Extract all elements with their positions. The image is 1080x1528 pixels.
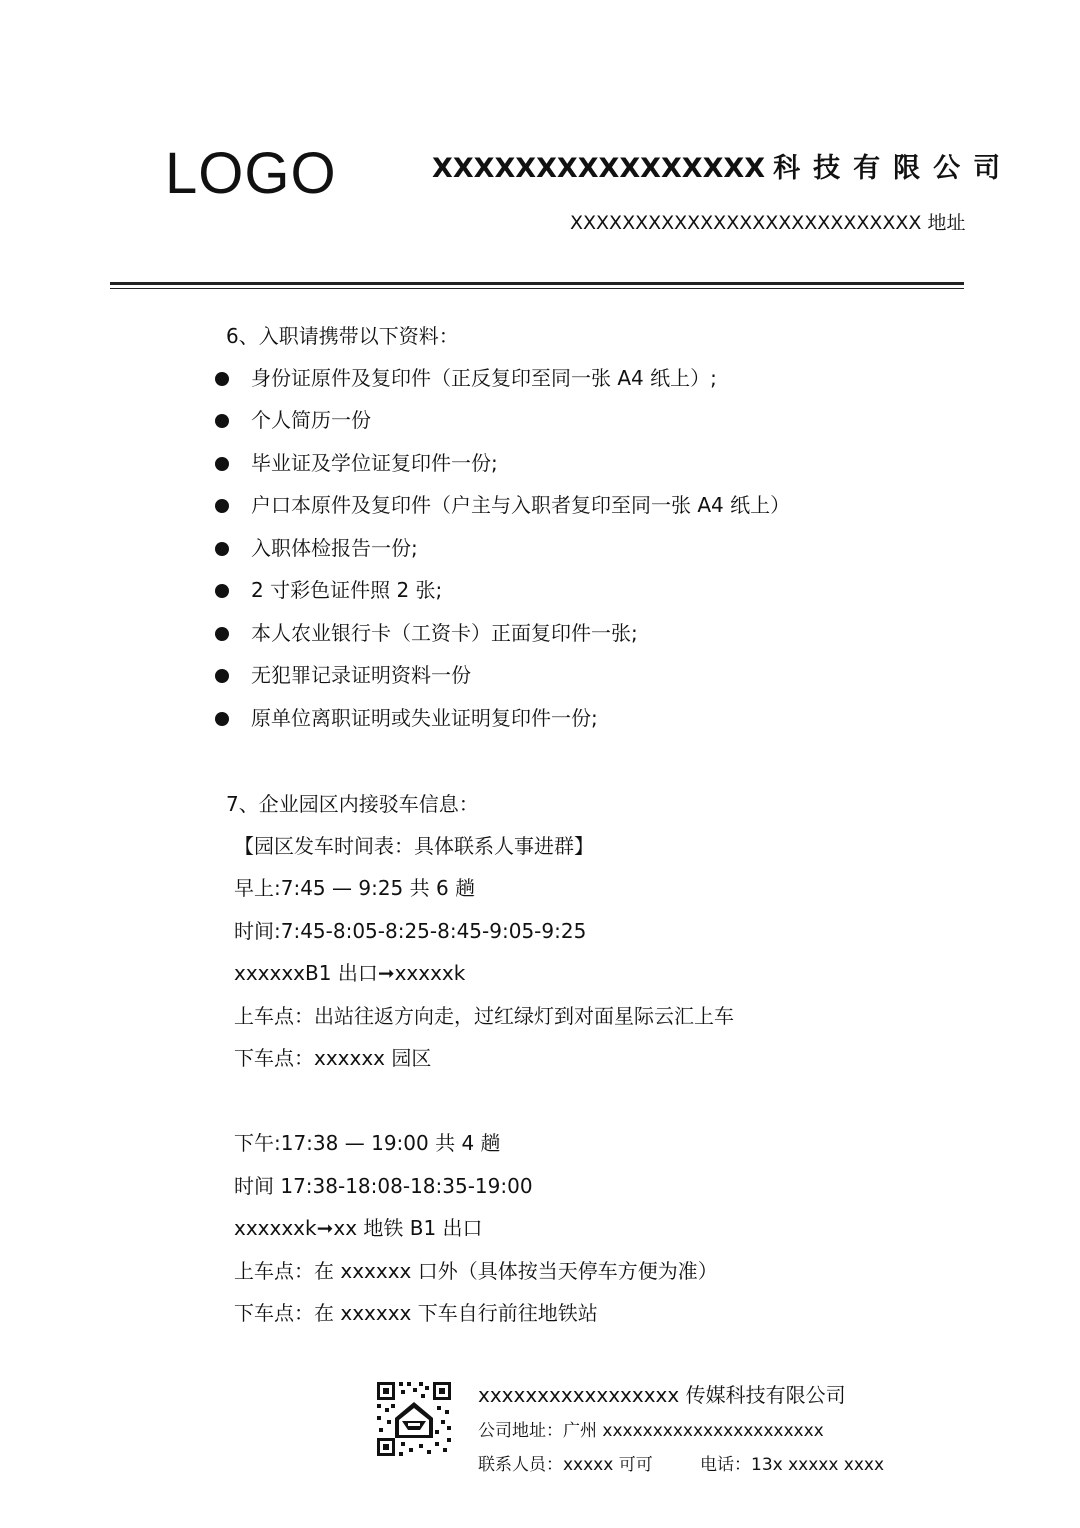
afternoon-pickup: 上车点：在 xxxxxx 口外（具体按当天停车方便为准） <box>234 1259 718 1283</box>
company-name-suffix: 科技有限公司 <box>773 153 1014 184</box>
bullet-icon <box>215 542 229 556</box>
list-item <box>0 402 1080 442</box>
list-item <box>0 700 1080 740</box>
qr-code-icon <box>375 1380 453 1458</box>
bullet-icon <box>215 372 229 386</box>
list-item <box>0 572 1080 612</box>
list-item-text: 2 寸彩色证件照 2 张; <box>251 578 443 602</box>
list-item-text: 身份证原件及复印件（正反复印至同一张 A4 纸上）; <box>251 366 717 390</box>
header-divider-thin <box>110 288 964 289</box>
list-item-text: 入职体检报告一份; <box>251 536 418 560</box>
list-item-text: 本人农业银行卡（工资卡）正面复印件一张; <box>251 621 638 645</box>
morning-times: 时间:7:45-8:05-8:25-8:45-9:05-9:25 <box>234 919 587 943</box>
afternoon-summary: 下午:17:38 — 19:00 共 4 趟 <box>234 1131 501 1155</box>
bullet-icon <box>215 669 229 683</box>
afternoon-dropoff: 下车点：在 xxxxxx 下车自行前往地铁站 <box>234 1301 598 1325</box>
list-item <box>0 360 1080 400</box>
bullet-icon <box>215 499 229 513</box>
afternoon-times: 时间 17:38-18:08-18:35-19:00 <box>234 1174 533 1198</box>
morning-route: xxxxxxB1 出口➞xxxxxk <box>234 961 466 985</box>
morning-pickup: 上车点：出站往返方向走，过红绿灯到对面星际云汇上车 <box>234 1004 734 1028</box>
list-item-text: 毕业证及学位证复印件一份; <box>251 451 498 475</box>
list-item <box>0 445 1080 485</box>
company-logo: LOGO <box>165 141 337 206</box>
footer-address: 公司地址：广州 xxxxxxxxxxxxxxxxxxxxxx <box>478 1421 824 1441</box>
list-item <box>0 615 1080 655</box>
list-item <box>0 657 1080 697</box>
list-item <box>0 530 1080 570</box>
company-address: XXXXXXXXXXXXXXXXXXXXXXXXXXX 地址 <box>570 212 966 234</box>
bullet-icon <box>215 627 229 641</box>
footer-contact: 联系人员：xxxxx 可可 <box>478 1455 653 1475</box>
list-item-text: 无犯罪记录证明资料一份 <box>251 663 471 687</box>
timetable-note: 【园区发车时间表：具体联系人事进群】 <box>234 834 594 858</box>
company-name <box>432 146 1013 185</box>
bullet-icon <box>215 457 229 471</box>
morning-summary: 早上:7:45 — 9:25 共 6 趟 <box>234 876 476 900</box>
afternoon-route: xxxxxxk➞xx 地铁 B1 出口 <box>234 1216 483 1240</box>
bullet-icon <box>215 584 229 598</box>
list-item-text: 个人简历一份 <box>251 408 371 432</box>
list-item-text: 户口本原件及复印件（户主与入职者复印至同一张 A4 纸上） <box>251 493 791 517</box>
section-6-title: 6、入职请携带以下资料： <box>226 324 459 348</box>
header-divider-thick <box>110 282 964 285</box>
footer-company-name: xxxxxxxxxxxxxxxxx 传媒科技有限公司 <box>478 1383 846 1407</box>
morning-dropoff: 下车点：xxxxxx 园区 <box>234 1046 432 1070</box>
footer-phone: 电话：13x xxxxx xxxx <box>700 1455 885 1475</box>
company-name-prefix: XXXXXXXXXXXXXXXX <box>432 153 766 184</box>
list-item-text: 原单位离职证明或失业证明复印件一份; <box>251 706 598 730</box>
bullet-icon <box>215 414 229 428</box>
section-7-title: 7、企业园区内接驳车信息： <box>226 792 479 816</box>
bullet-icon <box>215 712 229 726</box>
list-item <box>0 487 1080 527</box>
